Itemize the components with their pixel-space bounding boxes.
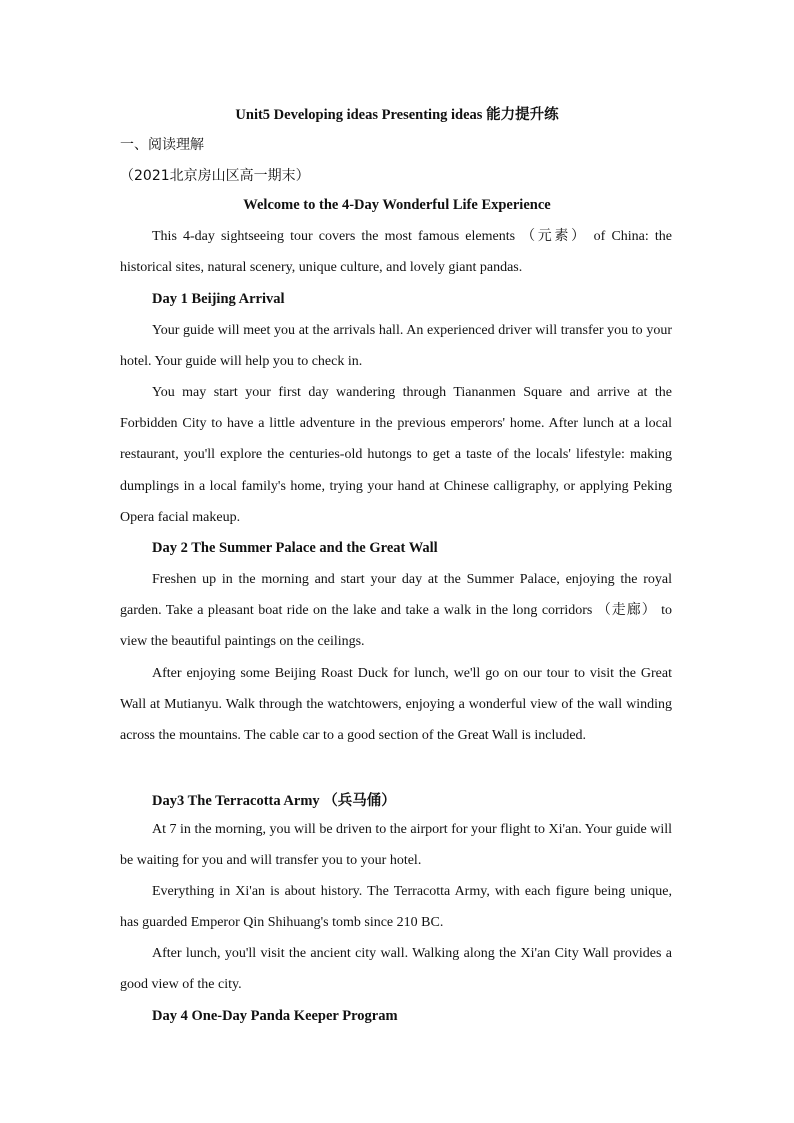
day3-paragraph-2: Everything in Xi'an is about history. The Terracotta Army, with each figure being unique, has guarded Emperor Qin Shihuang's tomb since 210 BC. [120,884,672,931]
day2-paragraph-1: Freshen up in the morning and start your day at the Summer Palace, enjoying the royal garden. Take a pleasant boat ride on the lake and take a walk in the long corridors （走廊） to view the beautiful paintings on the ceilings. [120,572,672,650]
source-note: （2021北京房山区高一期末） [120,168,310,184]
intro-paragraph: This 4-day sightseeing tour covers the most famous elements （元素） of China: the historical sites, natural scenery, unique culture, and lovely giant pandas. [120,229,672,276]
passage-title: Welcome to the 4-Day Wonderful Life Experience [243,197,551,213]
day1-paragraph-2: You may start your first day wandering through Tiananmen Square and arrive at the Forbidden City to have a little adventure in the previous emperors' home. After lunch at a local restaurant, you'll explore the centuries-old hutongs to get a taste of the locals' lifestyle: making dumplings in a local family's home, trying your hand at Chinese calligraphy, or applying Peking Opera facial makeup. [120,385,672,525]
day2-heading: Day 2 The Summer Palace and the Great Wall [152,540,438,556]
day3-paragraph-1: At 7 in the morning, you will be driven to the airport for your flight to Xi'an. Your guide will be waiting for you and will transfer you to your hotel. [120,822,672,869]
day2-paragraph-2: After enjoying some Beijing Roast Duck for lunch, we'll go on our tour to visit the Great Wall at Mutianyu. Walk through the watchtowers, enjoying a wonderful view of the wall winding across the mountains. The cable car to a good section of the Great Wall is included. [120,666,672,744]
day1-paragraph-1: Your guide will meet you at the arrivals hall. An experienced driver will transfer you to your hotel. Your guide will help you to check in. [120,323,672,370]
day3-paragraph-3: After lunch, you'll visit the ancient city wall. Walking along the Xi'an City Wall provides a good view of the city. [120,946,672,993]
section-heading: 一、阅读理解 [120,137,204,153]
day3-heading: Day3 The Terracotta Army （兵马俑） [152,793,396,809]
page-title: Unit5 Developing ideas Presenting ideas 能力提升练 [235,107,559,123]
day1-heading: Day 1 Beijing Arrival [152,291,285,307]
day4-heading: Day 4 One-Day Panda Keeper Program [152,1008,398,1024]
